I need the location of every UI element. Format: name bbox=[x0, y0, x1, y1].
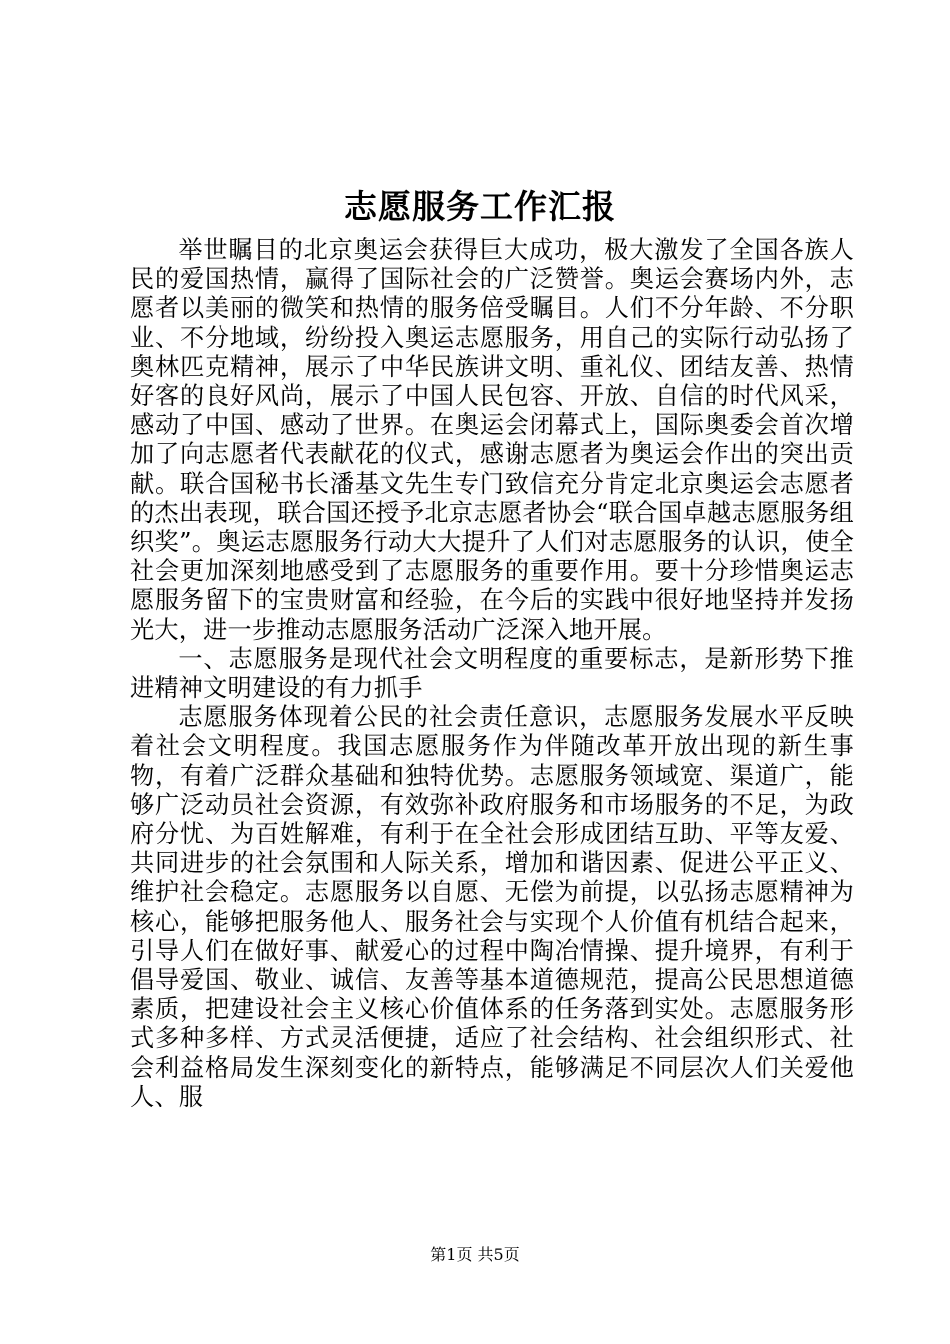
paragraph-intro: 举世瞩目的北京奥运会获得巨大成功，极大激发了全国各族人民的爱国热情，赢得了国际社会的广泛赞誉。奥运会赛场内外，志愿者以美丽的微笑和热情的服务倍受瞩目。人们不分年龄、不分职业、不分地域，纷纷投入奥运志愿服务，用自己的实际行动弘扬了奥林匹克精神，展示了中华民族讲文明、重礼仪、团结友善、热情好客的良好风尚，展示了中国人民包容、开放、自信的时代风采，感动了中国、感动了世界。在奥运会闭幕式上，国际奥委会首次增加了向志愿者代表献花的仪式，感谢志愿者为奥运会作出的突出贡献。联合国秘书长潘基文先生专门致信充分肯定北京奥运会志愿者的杰出表现，联合国还授予北京志愿者协会“联合国卓越志愿服务组织奖”。奥运志愿服务行动大大提升了人们对志愿服务的认识，使全社会更加深刻地感受到了志愿服务的重要作用。要十分珍惜奥运志愿服务留下的宝贵财富和经验，在今后的实践中很好地坚持并发扬光大，进一步推动志愿服务活动广泛深入地开展。 bbox=[130, 236, 854, 644]
paragraph-heading-1: 一、志愿服务是现代社会文明程度的重要标志，是新形势下推进精神文明建设的有力抓手 bbox=[130, 644, 854, 703]
paragraph-section-1: 志愿服务体现着公民的社会责任意识，志愿服务发展水平反映着社会文明程度。我国志愿服务作为伴随改革开放出现的新生事物，有着广泛群众基础和独特优势。志愿服务领域宽、渠道广，能够广泛动员社会资源，有效弥补政府服务和市场服务的不足，为政府分忧、为百姓解难，有利于在全社会形成团结互助、平等友爱、共同进步的社会氛围和人际关系，增加和谐因素、促进公平正义、维护社会稳定。志愿服务以自愿、无偿为前提，以弘扬志愿精神为核心，能够把服务他人、服务社会与实现个人价值有机结合起来，引导人们在做好事、献爱心的过程中陶冶情操、提升境界，有利于倡导爱国、敬业、诚信、友善等基本道德规范，提高公民思想道德素质，把建设社会主义核心价值体系的任务落到实处。志愿服务形式多种多样、方式灵活便捷，适应了社会结构、社会组织形式、社会利益格局发生深刻变化的新特点，能够满足不同层次人们关爱他人、服 bbox=[130, 703, 854, 1111]
page-footer: 第1页 共5页 bbox=[430, 1245, 520, 1264]
document-title: 志愿服务工作汇报 bbox=[344, 187, 616, 226]
document-body bbox=[130, 236, 854, 1112]
